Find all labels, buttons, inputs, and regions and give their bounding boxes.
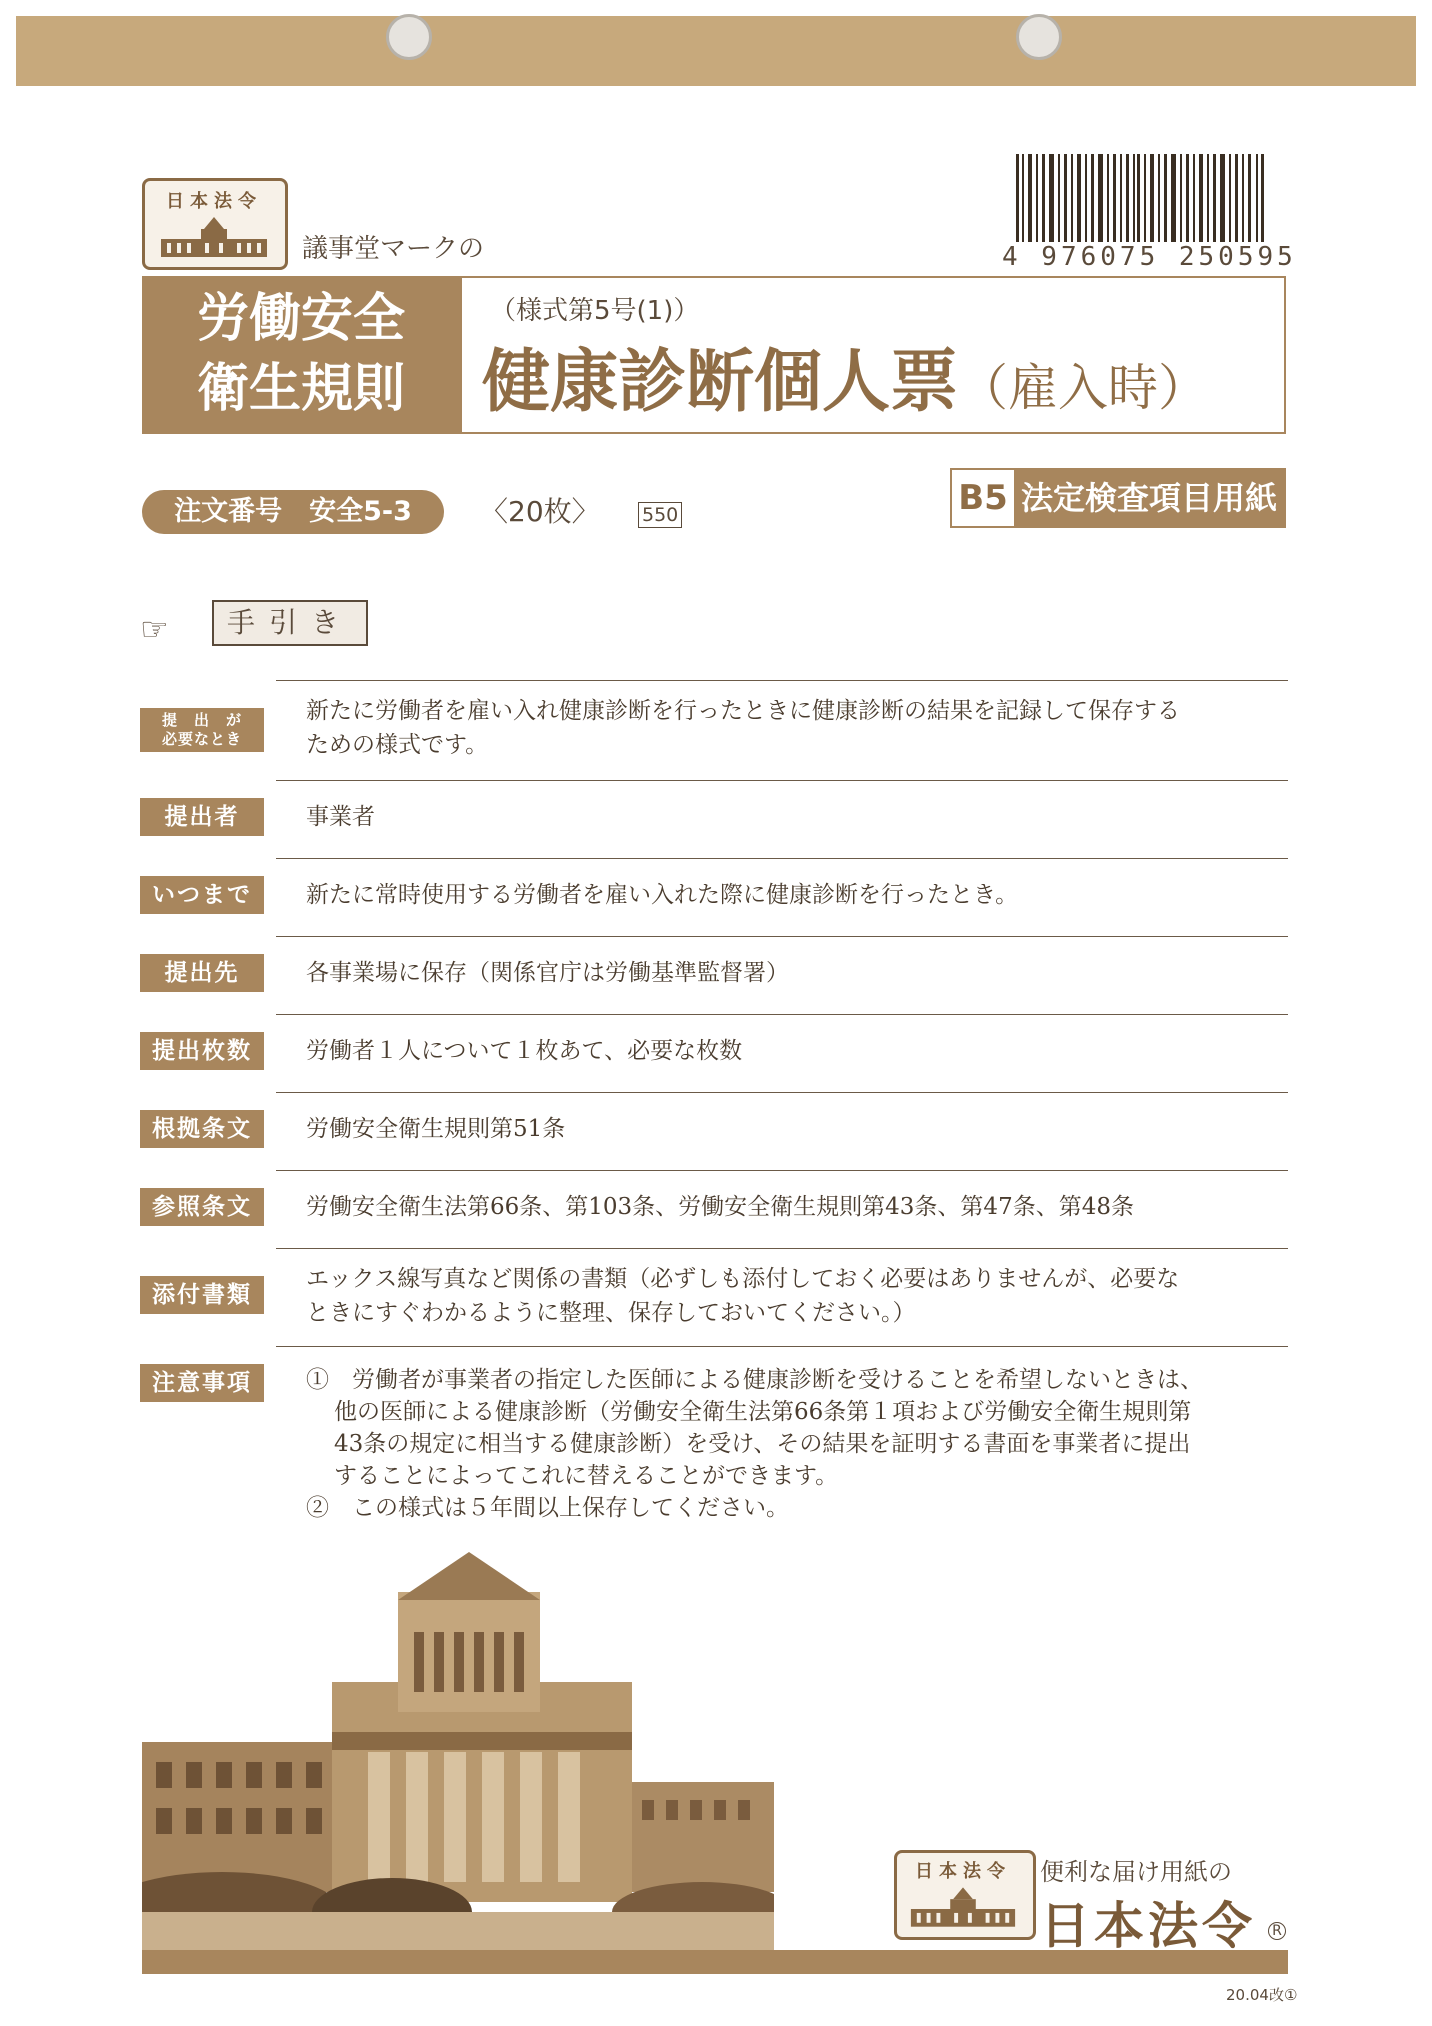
document-title-main: 健康診断個人票 [482, 343, 959, 422]
row-value-submitter: 事業者 [306, 804, 375, 830]
footer-brand-name: 日本法令 [1040, 1897, 1256, 1955]
row-value-line: ときにすぐわかるように整理、保存しておいてください。） [306, 1300, 916, 1326]
diet-building-icon [155, 217, 273, 261]
row-value-line: 新たに労働者を雇い入れ健康診断を行ったときに健康診断の結果を記録して保存する [306, 698, 1180, 724]
row-label-destination: 提出先 [140, 954, 264, 992]
footer-tagline: 便利な届け用紙の [1040, 1858, 1232, 1886]
title-box [460, 276, 1286, 434]
footer-logo [894, 1850, 1036, 1940]
registered-mark: R [1268, 1922, 1286, 1940]
order-number-pill: 注文番号 安全5-3 [142, 490, 444, 534]
paper-size-box [950, 468, 1286, 528]
note-line: ② この様式は５年間以上保存してください。 [306, 1495, 789, 1521]
note-line: ① 労働者が事業者の指定した医師による健康診断を受けることを希望しないときは、 [306, 1367, 1203, 1393]
regulation-name-line2: 衛生規則 [196, 359, 405, 419]
guide-heading: 手引き [212, 600, 368, 646]
row-divider [276, 780, 1288, 781]
barcode-number: 4 976075 250595 [1002, 242, 1297, 272]
footer-logo-text: 日本法令 [915, 1861, 1011, 1882]
paper-type-label: 法定検査項目用紙 [1014, 470, 1284, 526]
row-label-attachments: 添付書類 [140, 1276, 264, 1314]
row-label-references: 参照条文 [140, 1188, 264, 1226]
row-value-line: エックス線写真など関係の書類（必ずしも添付しておく必要はありませんが、必要な [306, 1266, 1180, 1292]
row-label-notes: 注意事項 [140, 1364, 264, 1402]
sheet-count: 〈20枚〉 [480, 495, 600, 528]
sublabel: 議事堂マークの [302, 234, 485, 264]
regulation-name-line1: 労働安全 [196, 289, 405, 349]
row-divider [276, 1248, 1288, 1249]
paper-size: B5 [958, 478, 1008, 518]
note-line: することによってこれに替えることができます。 [334, 1463, 839, 1489]
row-divider [276, 680, 1288, 681]
binding-hole-right [1016, 14, 1062, 60]
diet-building-icon [905, 1887, 1021, 1931]
nihon-horei-logo [142, 178, 288, 270]
note-line: 他の医師による健康診断（労働安全衛生法第66条第１項および労働安全衛生規則第 [334, 1399, 1192, 1425]
row-value-notes [306, 1364, 1286, 1524]
diet-building-photo [142, 1552, 774, 1952]
row-label-line: 必要なとき [161, 730, 242, 748]
revision-code: 20.04改① [1226, 1986, 1298, 2004]
row-divider [276, 858, 1288, 859]
row-label-copies: 提出枚数 [140, 1032, 264, 1070]
row-label-when-required [140, 708, 264, 752]
row-divider [276, 936, 1288, 937]
document-title [482, 328, 1208, 425]
row-label-legal-basis: 根拠条文 [140, 1110, 264, 1148]
row-divider [276, 1092, 1288, 1093]
row-value-copies: 労働者１人について１枚あて、必要な枚数 [306, 1038, 743, 1064]
row-label-deadline: いつまでに [140, 876, 264, 914]
document-title-suffix: （雇入時） [958, 359, 1209, 417]
row-value-when-required [306, 694, 1286, 762]
regulation-name-box [142, 276, 460, 434]
top-binding-band [16, 16, 1416, 86]
row-value-line: ための様式です。 [306, 732, 489, 758]
row-value-references: 労働安全衛生法第66条、第103条、労働安全衛生規則第43条、第47条、第48条 [306, 1194, 1134, 1220]
row-divider [276, 1170, 1288, 1171]
logo-text: 日本法令 [166, 191, 262, 212]
row-label-submitter: 提出者 [140, 798, 264, 836]
pointing-hand-icon: ☞ [140, 610, 169, 648]
note-line: 43条の規定に相当する健康診断）を受け、その結果を証明する書面を事業者に提出 [334, 1431, 1191, 1457]
row-value-attachments [306, 1262, 1286, 1330]
price-code: 550 [638, 502, 682, 528]
row-label-line: 提 出 が [161, 711, 242, 729]
row-divider [276, 1014, 1288, 1015]
row-value-destination: 各事業場に保存（関係官庁は労働基準監督署） [306, 960, 789, 986]
binding-hole-left [386, 14, 432, 60]
row-divider [276, 1346, 1288, 1347]
row-value-legal-basis: 労働安全衛生規則第51条 [306, 1116, 566, 1142]
row-value-deadline: 新たに常時使用する労働者を雇い入れた際に健康診断を行ったとき。 [306, 882, 1019, 908]
form-number: （様式第5号(1)） [490, 296, 700, 326]
